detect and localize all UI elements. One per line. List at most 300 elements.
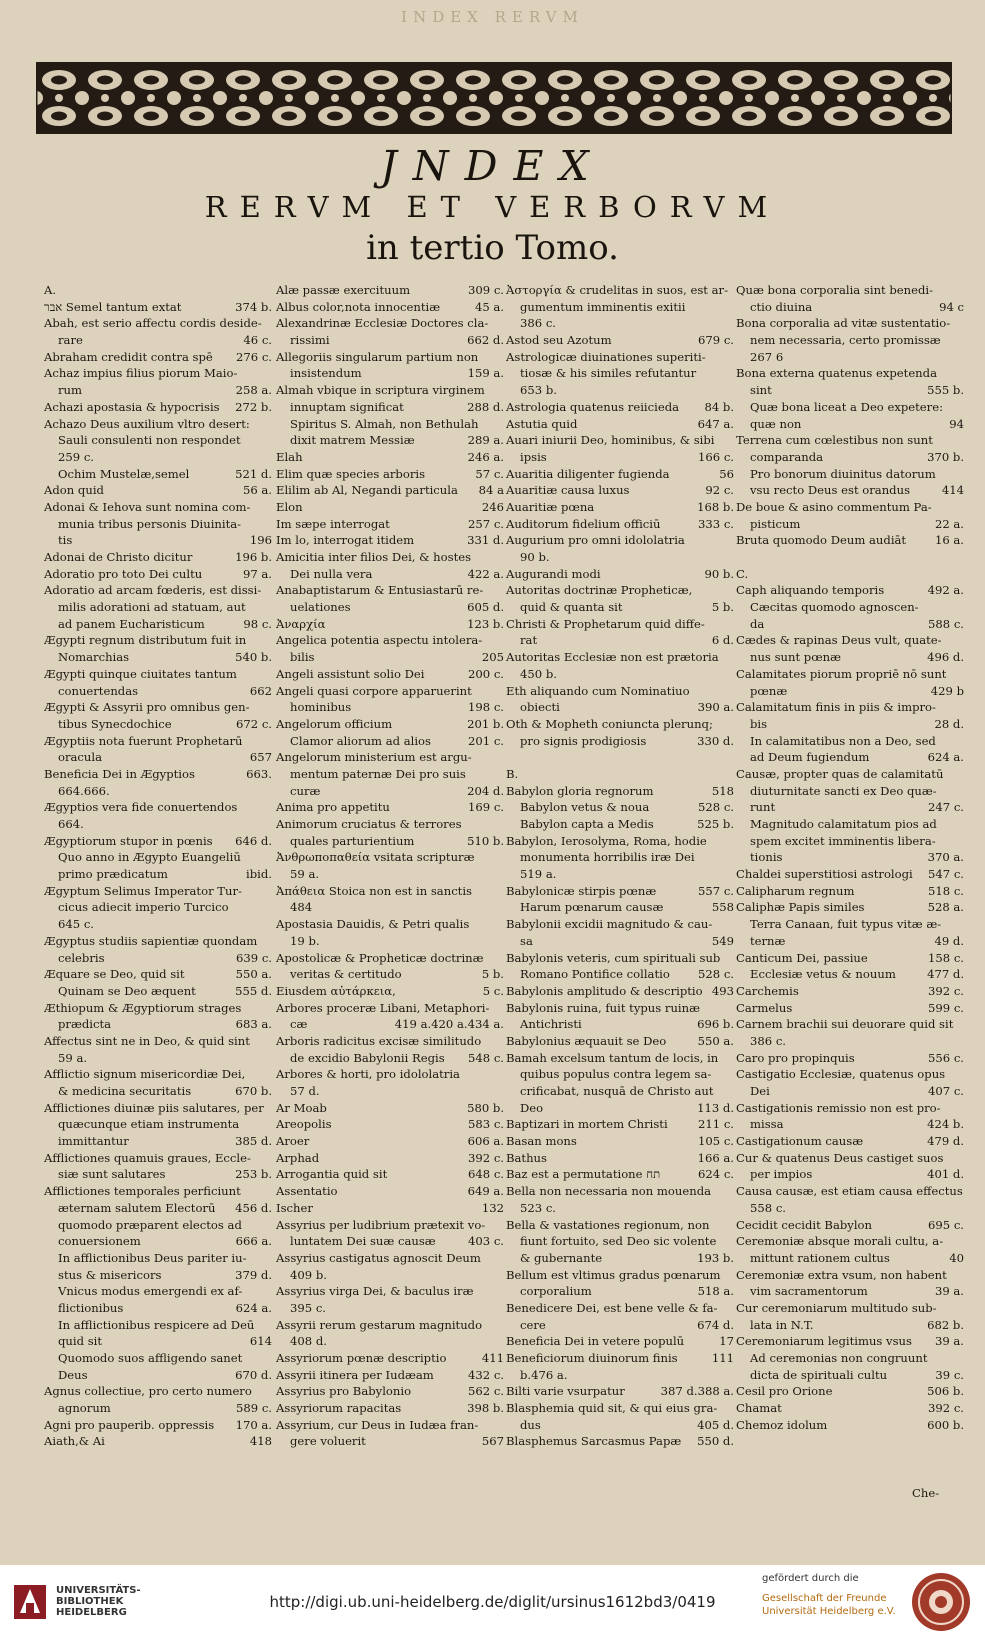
index-entry	[44, 516, 272, 533]
index-entry	[44, 449, 272, 466]
index-entry	[276, 1250, 504, 1267]
index-entry	[506, 1116, 734, 1133]
entry-text: Allegoriis singularum partium non	[276, 349, 479, 364]
entry-text: Deo	[520, 1100, 544, 1115]
index-entry	[736, 532, 964, 549]
entry-text: Babylonius æquauit se Deo	[506, 1033, 667, 1048]
index-entry	[276, 1333, 504, 1350]
index-entry	[276, 666, 504, 683]
index-entry	[44, 666, 272, 683]
page-reference: 414	[941, 483, 964, 498]
page-reference: 247 c.	[928, 800, 964, 815]
entry-text: Bona externa quatenus expetenda	[736, 366, 937, 381]
page-reference: 45 a.	[474, 299, 504, 314]
entry-text: quæcunque etiam instrumenta	[58, 1117, 240, 1132]
entry-text: vim sacramentorum	[750, 1284, 868, 1299]
index-entry	[736, 950, 964, 967]
entry-text: Beneficia Dei in vetere populū	[506, 1334, 685, 1349]
entry-text: Babylon, Ierosolyma, Roma, hodie	[506, 833, 707, 848]
index-entry	[276, 1317, 504, 1334]
index-entry	[44, 983, 272, 1000]
index-entry	[506, 799, 734, 816]
entry-text	[736, 549, 964, 566]
page-reference: 196	[249, 533, 272, 548]
page-reference: 211 c.	[698, 1117, 734, 1132]
index-entry	[736, 1267, 964, 1284]
entry-text: tionis	[750, 850, 783, 865]
page-reference: 276 c.	[236, 349, 272, 364]
entry-text: Apostolicæ & Propheticæ doctrinæ	[276, 950, 484, 965]
index-entry	[44, 466, 272, 483]
entry-text: Babylon capta a Medis	[520, 817, 654, 831]
index-entry	[736, 1283, 964, 1300]
index-entry	[44, 683, 272, 700]
index-entry	[44, 916, 272, 933]
index-entry	[44, 1367, 272, 1384]
index-entry	[44, 1433, 272, 1450]
index-entry	[506, 1333, 734, 1350]
entry-text: Cur ceremoniarum multitudo sub-	[736, 1300, 937, 1315]
page-reference: 390 a.	[697, 700, 734, 715]
page-reference: 330 d.	[697, 733, 734, 748]
index-entry	[276, 733, 504, 750]
page-reference: 549	[711, 933, 734, 948]
index-entry	[736, 382, 964, 399]
index-entry	[276, 1433, 504, 1450]
page-reference: 662	[249, 683, 272, 698]
page-reference: 682 b.	[927, 1317, 964, 1332]
index-entry	[506, 1400, 734, 1417]
source-url-link[interactable]: http://digi.ub.uni-heidelberg.de/diglit/ursinus1612bd3/0419	[269, 1593, 716, 1611]
page-reference: 547 c.	[928, 867, 964, 882]
index-entry	[276, 1350, 504, 1367]
page-reference: 589 c.	[236, 1401, 272, 1416]
index-entry	[44, 783, 272, 800]
index-entry	[506, 582, 734, 599]
page-reference: 525 b.	[697, 817, 734, 831]
entry-text: quid sit	[58, 1334, 103, 1349]
page-reference: 567	[481, 1434, 504, 1449]
index-entry	[506, 315, 734, 332]
entry-text: Æquare se Deo, quid sit	[44, 967, 185, 982]
index-entry	[506, 1267, 734, 1284]
entry-text: ctio diuina	[750, 299, 813, 314]
entry-text: Ægyptiis nota fuerunt Prophetarū	[44, 733, 243, 748]
entry-text: Baptizari in mortem Christi	[506, 1117, 668, 1132]
page-reference: 170 a.	[235, 1417, 272, 1432]
index-entry	[44, 1116, 272, 1133]
index-entry	[736, 649, 964, 666]
running-head: INDEX RERVM	[401, 8, 584, 26]
page-reference: 606 a.	[467, 1134, 504, 1149]
index-entry	[736, 849, 964, 866]
page-reference: 331 d.	[467, 533, 504, 548]
index-entry	[276, 1367, 504, 1384]
index-entry	[736, 582, 964, 599]
index-entry	[44, 899, 272, 916]
page-reference: 198 c.	[468, 700, 504, 715]
index-entry	[506, 1217, 734, 1234]
index-entry	[44, 566, 272, 583]
entry-text: Auari iniurii Deo, hominibus, & sibi	[506, 433, 715, 448]
page-reference: 518 a.	[697, 1284, 734, 1299]
entry-text: nem necessaria, certo promissæ	[750, 333, 941, 348]
entry-text: Ægyptios vera fide conuertendos	[44, 800, 238, 815]
index-entry	[736, 1383, 964, 1400]
index-entry	[276, 799, 504, 816]
page-reference: 56 a.	[242, 483, 272, 498]
index-entry	[44, 1150, 272, 1167]
entry-text: Basan mons	[506, 1134, 577, 1149]
page-reference: 510 b.	[467, 833, 504, 848]
index-entry	[506, 733, 734, 750]
index-entry	[506, 1100, 734, 1117]
entry-text: Adoratio ad arcam fœderis, est dissi-	[44, 583, 262, 598]
entry-text: Ischer	[276, 1200, 313, 1215]
entry-text: Blasphemia quid sit, & qui eius gra-	[506, 1401, 718, 1416]
index-entry	[44, 299, 272, 316]
entry-text: Harum pœnarum causæ	[520, 900, 664, 915]
entry-text: 259 c.	[58, 449, 94, 464]
index-entry	[736, 1150, 964, 1167]
entry-text: Aiath,& Ai	[44, 1434, 105, 1449]
entry-text: bilis	[290, 650, 315, 665]
index-entry	[736, 716, 964, 733]
index-entry	[506, 966, 734, 983]
page-reference: 46 c.	[243, 333, 272, 348]
index-entry	[506, 666, 734, 683]
index-entry	[276, 599, 504, 616]
entry-text: 59 a.	[290, 867, 320, 882]
index-entry	[506, 849, 734, 866]
index-entry	[736, 299, 964, 316]
entry-text: milis adorationi ad statuam, aut	[58, 600, 246, 615]
page-reference: 132	[481, 1200, 504, 1215]
index-entry	[44, 416, 272, 433]
index-entry	[506, 499, 734, 516]
index-entry	[276, 783, 504, 800]
entry-text: Carmelus	[736, 1000, 793, 1015]
index-entry	[736, 866, 964, 883]
index-entry	[276, 532, 504, 549]
index-entry	[276, 332, 504, 349]
entry-text: Ἀπάθεια Stoica non est in sanctis	[276, 883, 473, 898]
entry-text: cicus adiecit imperio Turcico	[58, 900, 229, 915]
page-reference: 550 a.	[235, 967, 272, 982]
page-reference: 401 d.	[927, 1167, 964, 1182]
entry-text: Benedicere Dei, est bene velle & fa-	[506, 1300, 718, 1315]
index-entry	[506, 1383, 734, 1400]
index-entry	[736, 365, 964, 382]
entry-text: bis	[750, 716, 768, 731]
index-entry	[506, 1066, 734, 1083]
index-entry	[276, 482, 504, 499]
index-entry	[44, 1133, 272, 1150]
entry-text: runt	[750, 800, 776, 815]
index-entry	[276, 966, 504, 983]
entry-text: Quæ bona liceat a Deo expetere:	[750, 399, 943, 414]
index-entry	[44, 482, 272, 499]
entry-text: ad Deum fugiendum	[750, 750, 870, 765]
index-entry	[276, 816, 504, 833]
index-entry	[736, 332, 964, 349]
entry-text: stus & misericors	[58, 1267, 162, 1282]
entry-text: agnorum	[58, 1401, 111, 1416]
page-reference: 246 a.	[467, 449, 504, 464]
index-entry	[736, 816, 964, 833]
page-reference: 624 a.	[235, 1300, 272, 1315]
index-entry	[736, 449, 964, 466]
index-entry	[44, 1400, 272, 1417]
index-entry	[736, 766, 964, 783]
entry-text: Caph aliquando temporis	[736, 583, 885, 598]
entry-text: Angelica potentia aspectu intolera-	[276, 633, 483, 648]
entry-text: Auaritiæ pœna	[506, 499, 595, 514]
index-entry	[276, 950, 504, 967]
digitization-footer	[0, 1565, 985, 1640]
index-entry	[276, 499, 504, 516]
page-reference: 169 c.	[468, 800, 504, 815]
entry-text: Bruta quomodo Deum audiāt	[736, 533, 907, 548]
entry-text: lata in N.T.	[750, 1317, 814, 1332]
entry-text: 59 a.	[58, 1050, 88, 1065]
entry-text: Clamor aliorum ad alios	[290, 733, 431, 748]
entry-text: 664.666.	[58, 783, 110, 798]
entry-text: Cur & quatenus Deus castiget suos	[736, 1150, 944, 1165]
page-reference: 429 b	[930, 683, 964, 698]
entry-text: Vnicus modus emergendi ex af-	[58, 1284, 243, 1299]
page-reference: 39 a.	[934, 1334, 964, 1349]
entry-text: Dei	[750, 1084, 770, 1098]
index-entry	[506, 716, 734, 733]
index-entry	[506, 299, 734, 316]
index-entry	[44, 799, 272, 816]
page-reference: 599 c.	[928, 1000, 964, 1015]
index-entry	[506, 1033, 734, 1050]
page-reference: 695 c.	[928, 1217, 964, 1232]
entry-text: Autoritas doctrinæ Propheticæ,	[506, 583, 693, 598]
index-entry	[506, 783, 734, 800]
page-reference: 392 c.	[928, 983, 964, 998]
entry-text: Eiusdem αὐτάρκεια,	[276, 983, 396, 998]
index-entry	[736, 916, 964, 933]
page-reference: 5 b.	[481, 967, 504, 982]
entry-text: Nomarchias	[58, 650, 130, 665]
index-entry	[44, 749, 272, 766]
index-entry	[276, 883, 504, 900]
index-entry	[276, 549, 504, 566]
page-reference: 40	[949, 1250, 964, 1265]
entry-text: Pro bonorum diuinitus datorum	[750, 466, 936, 481]
page-reference: 39 c.	[935, 1367, 964, 1382]
page-reference: 98 c.	[243, 616, 272, 631]
index-entry	[276, 1400, 504, 1417]
entry-text: Arphad	[276, 1150, 320, 1165]
entry-text: obiecti	[520, 700, 560, 715]
index-entry	[736, 416, 964, 433]
index-entry	[506, 933, 734, 950]
entry-text: Agnus collectiue, pro certo numero	[44, 1384, 252, 1399]
entry-text	[506, 749, 734, 766]
index-entry	[736, 1300, 964, 1317]
index-entry	[44, 966, 272, 983]
index-entry	[276, 349, 504, 366]
entry-text: Areopolis	[276, 1117, 332, 1132]
page-reference: 580 b.	[467, 1100, 504, 1115]
page-reference: 379 d.	[235, 1267, 272, 1282]
page-reference: 403 c.	[468, 1234, 504, 1249]
entry-text: innuptam significat	[290, 399, 404, 414]
entry-text: mentum paternæ Dei pro suis	[290, 766, 466, 781]
entry-text: Abraham credidit contra spē	[44, 349, 213, 364]
index-entry	[506, 683, 734, 700]
entry-text: Babylonis veteris, cum spirituali sub	[506, 950, 721, 965]
page-reference: 6 d.	[711, 633, 734, 648]
page-reference: 479 d.	[927, 1134, 964, 1149]
entry-text: A.	[44, 283, 57, 297]
page-reference: 528 a.	[927, 900, 964, 915]
index-entry	[276, 1066, 504, 1083]
entry-text: Almah vbique in scriptura virginem	[276, 383, 485, 398]
index-entry	[736, 783, 964, 800]
entry-text: luntatem Dei suæ causæ	[290, 1234, 436, 1249]
page-reference: 496 d.	[927, 650, 964, 665]
entry-text: corporalium	[520, 1284, 592, 1299]
entry-text: Elah	[276, 449, 303, 464]
entry-text: Chaldei superstitiosi astrologi	[736, 867, 913, 882]
entry-text: Babylonicæ stirpis pœnæ	[506, 883, 657, 898]
entry-text: Ἀναρχία	[276, 616, 326, 631]
index-entry	[44, 1267, 272, 1284]
index-entry	[44, 1050, 272, 1067]
entry-text: Bellum est vltimus gradus pœnarum	[506, 1267, 721, 1282]
entry-text: Achaz impius filius piorum Maio-	[44, 366, 238, 381]
entry-text: Ægypti regnum distributum fuit in	[44, 633, 247, 648]
entry-text: missa	[750, 1117, 784, 1132]
entry-text: Oth & Mopheth coniuncta plerunq;	[506, 716, 713, 731]
entry-text: Quinam se Deo æquent	[58, 983, 196, 998]
entry-text: Ægyptus studiis sapientiæ quondam	[44, 933, 258, 948]
entry-text: Auaritia diligenter fugienda	[506, 466, 670, 481]
page-reference: 253 b.	[235, 1167, 272, 1182]
entry-text: Affectus sint ne in Deo, & quid sint	[44, 1033, 250, 1048]
page-reference: 28 d.	[934, 716, 964, 731]
index-entry	[276, 749, 504, 766]
page-reference: 16 a.	[934, 533, 964, 548]
entry-text: 450 b.	[520, 666, 557, 681]
page-reference: 588 c.	[928, 616, 964, 631]
entry-text: Babylonis amplitudo & descriptio	[506, 983, 703, 998]
page-reference: 666 a.	[235, 1234, 272, 1249]
page-reference: 39 a.	[934, 1284, 964, 1299]
index-entry	[736, 1133, 964, 1150]
entry-text: tis	[58, 533, 73, 548]
page-reference: 201 c.	[468, 733, 504, 748]
entry-text: Auaritiæ causa luxus	[506, 483, 630, 498]
entry-text: Assyrius virga Dei, & baculus iræ	[276, 1284, 474, 1299]
index-entry	[736, 315, 964, 332]
index-entry	[276, 1383, 504, 1400]
index-entry	[736, 1100, 964, 1117]
index-entry	[44, 616, 272, 633]
entry-text: Caro pro propinquis	[736, 1050, 855, 1065]
entry-text: Anabaptistarum & Entusiastarū re-	[276, 583, 484, 598]
index-entry	[44, 1200, 272, 1217]
entry-text: Amicitia inter filios Dei, & hostes	[276, 550, 472, 564]
index-entry	[506, 749, 734, 766]
entry-text: Ceremoniæ extra vsum, non habent	[736, 1267, 947, 1282]
entry-text: munia tribus personis Diuinita-	[58, 516, 242, 531]
index-entry	[736, 1317, 964, 1334]
page-reference: 639 c.	[236, 950, 272, 965]
index-entry	[736, 833, 964, 850]
entry-text: Adoratio pro toto Dei cultu	[44, 566, 203, 581]
entry-text: Afflictiones temporales perficiunt	[44, 1184, 241, 1199]
entry-text: siæ sunt salutares	[58, 1167, 166, 1182]
entry-text: Anima pro appetitu	[276, 800, 390, 815]
page-reference: 111	[711, 1351, 734, 1365]
entry-text: comparanda	[750, 449, 824, 464]
index-entry	[276, 466, 504, 483]
index-entry	[44, 332, 272, 349]
entry-text: Æthiopum & Ægyptiorum strages	[44, 1000, 242, 1015]
page-reference: 193 b.	[697, 1250, 734, 1265]
entry-text: diuturnitate sancti ex Deo quæ-	[750, 783, 937, 798]
page-reference: 90 b.	[704, 566, 734, 581]
index-entry	[736, 966, 964, 983]
index-entry	[44, 1250, 272, 1267]
entry-text: Ægypti quinque ciuitates tantum	[44, 666, 237, 681]
page-reference: 105 c.	[698, 1134, 734, 1149]
entry-text: Blasphemus Sarcasmus Papæ	[506, 1434, 682, 1449]
entry-text: Alexandrinæ Ecclesiæ Doctores cla-	[276, 316, 489, 331]
entry-text: cere	[520, 1317, 546, 1332]
entry-text: Castigatio Ecclesiæ, quatenus opus	[736, 1067, 946, 1082]
entry-text: dixit matrem Messiæ	[290, 433, 415, 448]
index-entry	[276, 632, 504, 649]
entry-text: gere voluerit	[290, 1434, 366, 1449]
entry-text: Ceremoniarum legitimus vsus	[736, 1334, 912, 1349]
entry-text: pisticum	[750, 516, 801, 531]
entry-text: אבר Semel tantum extat	[44, 299, 182, 314]
index-entry	[506, 1016, 734, 1033]
page-reference: 663.	[246, 766, 272, 781]
index-entry	[276, 365, 504, 382]
entry-text: Astrologicæ diuinationes superiti-	[506, 349, 706, 364]
index-entry	[506, 866, 734, 883]
page-reference: 159 a.	[467, 366, 504, 381]
index-entry	[736, 1367, 964, 1384]
index-entry	[506, 616, 734, 633]
entry-text: Elilim ab Al, Negandi particula	[276, 483, 458, 498]
index-column-2	[276, 282, 504, 1492]
entry-text: Caliphæ Papis similes	[736, 900, 865, 915]
index-entry	[44, 382, 272, 399]
page-reference: 257 c.	[468, 516, 504, 531]
index-entry	[736, 599, 964, 616]
entry-text: Afflictio signum misericordiæ Dei,	[44, 1067, 246, 1082]
entry-text: Castigationis remissio non est pro-	[736, 1100, 941, 1115]
index-entry	[276, 1200, 504, 1217]
page-reference: 333 c.	[698, 516, 734, 531]
entry-text: Calamitatum finis in piis & impro-	[736, 700, 936, 715]
page-reference: 528 c.	[698, 800, 734, 815]
index-entry	[44, 315, 272, 332]
entry-text: Assyrii itinera per Iudæam	[276, 1367, 434, 1382]
index-entry	[276, 516, 504, 533]
page-reference: 370 a.	[927, 850, 964, 865]
page-reference: 196 b.	[235, 550, 272, 564]
